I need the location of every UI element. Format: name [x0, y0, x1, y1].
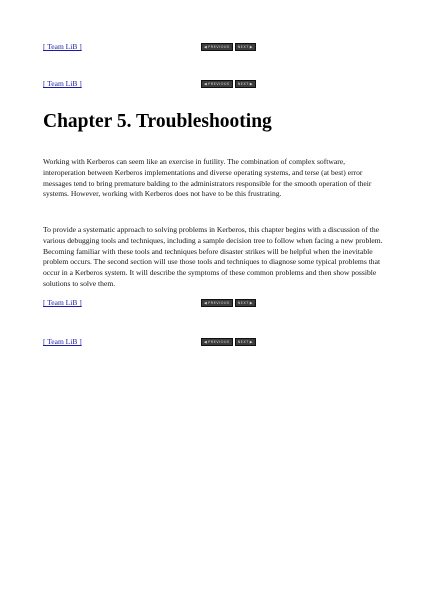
previous-button[interactable]	[201, 80, 233, 88]
section-nav-bar	[43, 79, 383, 89]
next-button[interactable]	[235, 43, 256, 51]
previous-button[interactable]	[201, 299, 233, 307]
team-lib-link[interactable]: [ Team LiB ]	[43, 42, 82, 51]
next-label: NEXT	[237, 82, 249, 86]
approach-paragraph: To provide a systematic approach to solving problems in Kerberos, this chapter begins with a discussion of the various debugging tools and techniques, including a sample decision tree to follow when facing a new problem. Becoming familiar with these tools and techniques before disaster strikes will be helpful when the inevitable problem occurs. The second section will use those tools and techniques to diagnose some typical problems that occur in a Kerberos system. It will describe the symptoms of these common problems and then show possible solutions to solve them.	[43, 225, 383, 288]
previous-button[interactable]	[201, 338, 233, 346]
chevron-right-icon: ▶	[249, 340, 253, 344]
footer-nav-bar	[43, 337, 383, 347]
chevron-left-icon: ◀	[204, 82, 208, 86]
chapter-title: Chapter 5. Troubleshooting	[43, 111, 272, 132]
next-label: NEXT	[237, 301, 249, 305]
previous-label: PREVIOUS	[208, 82, 230, 86]
previous-label: PREVIOUS	[208, 340, 230, 344]
previous-button[interactable]	[201, 43, 233, 51]
intro-paragraph: Working with Kerberos can seem like an exercise in futility. The combination of complex software, interoperation between Kerberos implementations and diverse operating systems, and terse (at best) error messages tend to bring premature balding to the administrators responsible for the smooth operation of their systems. However, working with Kerberos does not have to be this frustrating.	[43, 157, 372, 199]
next-label: NEXT	[237, 340, 249, 344]
chevron-left-icon: ◀	[204, 45, 208, 49]
next-button[interactable]	[235, 338, 256, 346]
next-label: NEXT	[237, 45, 249, 49]
nav-buttons	[201, 80, 256, 88]
nav-buttons	[201, 43, 256, 51]
bottom-nav-bar	[43, 298, 383, 308]
next-button[interactable]	[235, 80, 256, 88]
nav-buttons	[201, 338, 256, 346]
top-nav-bar	[43, 42, 383, 52]
previous-label: PREVIOUS	[208, 45, 230, 49]
chevron-right-icon: ▶	[249, 45, 253, 49]
next-button[interactable]	[235, 299, 256, 307]
team-lib-link[interactable]: [ Team LiB ]	[43, 79, 82, 88]
chevron-left-icon: ◀	[204, 340, 208, 344]
nav-buttons	[201, 299, 256, 307]
chevron-left-icon: ◀	[204, 301, 208, 305]
previous-label: PREVIOUS	[208, 301, 230, 305]
team-lib-link[interactable]: [ Team LiB ]	[43, 337, 82, 346]
chevron-right-icon: ▶	[249, 82, 253, 86]
chevron-right-icon: ▶	[249, 301, 253, 305]
team-lib-link[interactable]: [ Team LiB ]	[43, 298, 82, 307]
